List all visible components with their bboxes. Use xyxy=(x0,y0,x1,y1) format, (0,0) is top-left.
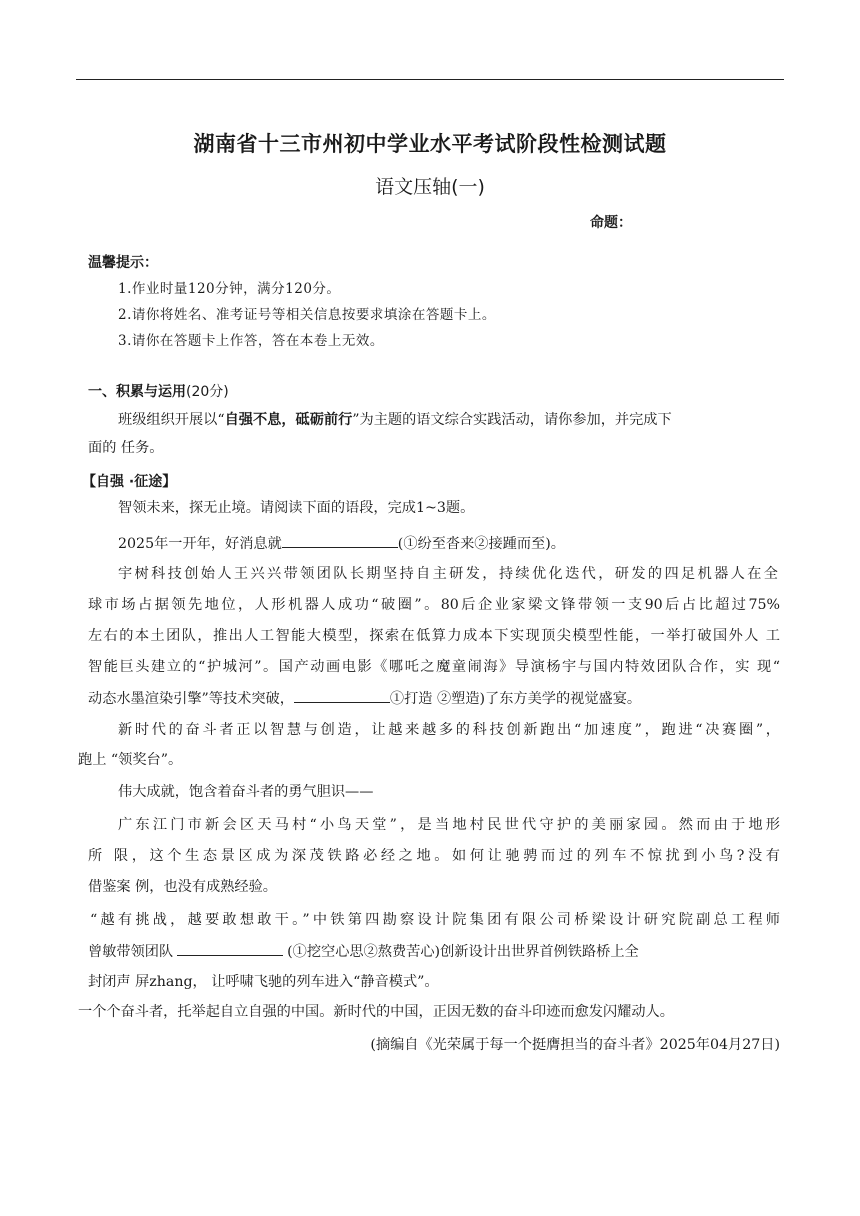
section-heading xyxy=(88,381,229,401)
paragraph-line: 新时代的奋斗者正以智慧与创造，让越来越多的科技创新跑出“加速度”，跑进“决赛圈”， xyxy=(118,722,780,738)
source-citation: (摘编自《光荣属于每一个挺膺担当的奋斗者》2025年04月27日) xyxy=(370,1037,780,1053)
paragraph-line: 封闭声 屏zhang， 让呼啸飞驰的列车进入“静音模式”。 xyxy=(88,974,439,990)
intro-line xyxy=(118,410,780,430)
paragraph-line: 跑上 “领奖台”。 xyxy=(78,752,183,768)
intro-text: 班级组织开展以“ xyxy=(118,412,225,428)
question-1-line xyxy=(118,533,565,554)
task-line: 智领未来，探无止境。请阅读下面的语段，完成1~3题。 xyxy=(118,500,475,516)
tip-item: 1.作业时量120分钟，满分120分。 xyxy=(118,281,341,297)
paragraph-text: 曾敏带领团队 xyxy=(88,944,174,960)
question-options: (①纷至沓来②接踵而至)。 xyxy=(397,536,565,552)
question-options: (①挖空心思②熬费苦心)创新设计出世界首例铁路桥上全 xyxy=(287,944,639,960)
paragraph-line: 所 限，这个生态景区成为深茂铁路必经之地。如何让驰骋而过的列车不惊扰到小鸟?没有 xyxy=(88,848,780,864)
section-heading-score: (20分) xyxy=(186,384,229,400)
top-rule xyxy=(76,79,784,80)
question-2-line xyxy=(88,688,641,709)
section-heading-title: 一、积累与运用 xyxy=(88,384,186,400)
intro-text: ”为主题的语文综合实践活动，请你参加，并完成下 xyxy=(352,412,672,428)
author-label: 命题： xyxy=(590,215,632,231)
answer-blank[interactable] xyxy=(177,941,283,956)
paragraph-line: 借鉴案 例，也没有成熟经验。 xyxy=(88,879,277,895)
answer-blank[interactable] xyxy=(282,533,398,548)
paragraph-line: 球市场占据领先地位，人形机器人成功“破圈”。80后企业家梁文锋带领一支90后占比超过75% xyxy=(88,597,780,613)
question-3-line xyxy=(88,941,639,962)
tips-heading: 温馨提示： xyxy=(88,255,158,271)
intro-line-2: 面的 任务。 xyxy=(88,440,164,456)
paragraph-line: 伟大成就，饱含着奋斗者的勇气胆识—— xyxy=(118,784,374,800)
paragraph-line: “越有挑战，越要敢想敢干。”中铁第四勘察设计院集团有限公司桥梁设计研究院副总工程师 xyxy=(90,912,780,928)
tip-item: 2.请你将姓名、准考证号等相关信息按要求填涂在答题卡上。 xyxy=(118,307,496,323)
paragraph-line: 智能巨头建立的“护城河”。国产动画电影《哪吒之魔童闹海》导演杨宇与国内特效团队合作，实 现“ xyxy=(88,659,780,675)
paragraph-line: 一个个奋斗者，托举起自立自强的中国。新时代的中国，正因无数的奋斗印迹而愈发闪耀动人。 xyxy=(78,1004,674,1020)
tip-item: 3.请你在答题卡上作答，答在本卷上无效。 xyxy=(118,333,384,349)
exam-title: 湖南省十三市州初中学业水平考试阶段性检测试题 xyxy=(193,132,667,156)
question-text: 2025年一开年，好消息就 xyxy=(118,536,282,552)
paragraph-line: 宇树科技创始人王兴兴带领团队长期坚持自主研发，持续优化迭代，研发的四足机器人在全 xyxy=(118,566,778,582)
paragraph-text: 动态水墨渲染引擎”等技术突破， xyxy=(88,691,294,707)
exam-subtitle: 语文压轴(一) xyxy=(375,176,485,198)
paragraph-line: 广东江门市新会区天马村“小鸟天堂”，是当地村民世代守护的美丽家园。然而由于地形 xyxy=(118,817,780,833)
answer-blank[interactable] xyxy=(294,688,390,703)
theme-text: 自强不息，砥砺前行 xyxy=(224,412,353,428)
question-options: ①打造 ②塑造)了东方美学的视觉盛宴。 xyxy=(389,691,642,707)
paragraph-line: 左右的本土团队，推出人工智能大模型，探索在低算力成本下实现顶尖模型性能，一举打破国外人 工 xyxy=(88,628,780,644)
subsection-heading: 【自强 ·征途】 xyxy=(82,474,177,490)
